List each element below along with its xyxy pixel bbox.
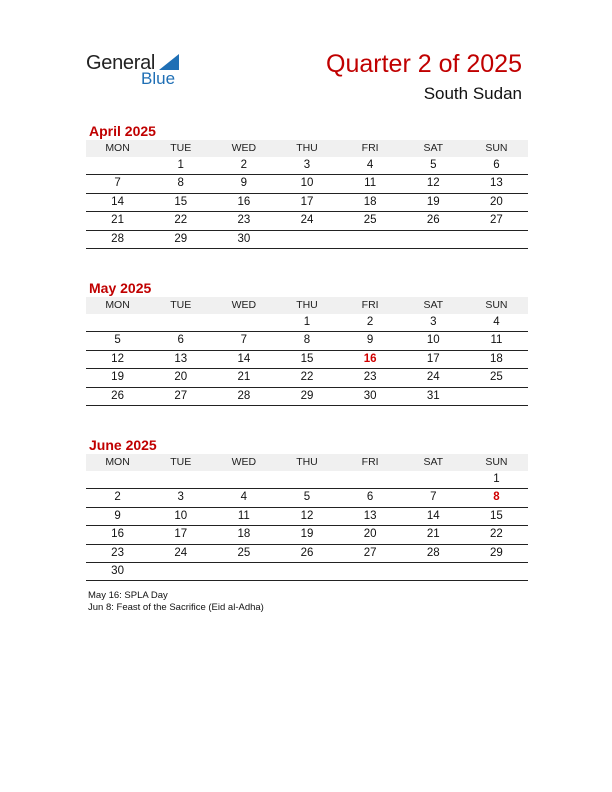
day-cell: 9 <box>240 177 248 190</box>
month-title: May 2025 <box>89 280 152 296</box>
day-cell: 27 <box>174 389 188 402</box>
day-cell: 13 <box>490 177 503 190</box>
holiday-note: Jun 8: Feast of the Sacrifice (Eid al-Adha) <box>88 602 264 613</box>
month-calendar <box>86 122 528 249</box>
weekday-label: MON <box>105 299 130 311</box>
week-row <box>86 314 528 332</box>
day-cell: 23 <box>363 371 377 384</box>
week-row <box>86 194 528 212</box>
weekday-label: TUE <box>170 456 192 468</box>
day-cell: 28 <box>426 546 440 559</box>
weekday-header <box>86 297 528 314</box>
holiday-notes <box>88 590 264 614</box>
day-cell: 2 <box>366 316 374 328</box>
weekday-label: TUE <box>170 299 192 311</box>
week-row <box>86 212 528 230</box>
day-cell: 14 <box>237 352 251 365</box>
day-cell: 10 <box>300 177 314 190</box>
day-cell: 2 <box>240 159 248 171</box>
weekday-label: TUE <box>170 142 192 154</box>
day-cell: 3 <box>177 491 184 504</box>
day-cell: 28 <box>237 389 251 402</box>
week-row <box>86 508 528 526</box>
day-cell: 19 <box>111 371 124 384</box>
country-name: South Sudan <box>423 84 522 103</box>
logo <box>86 52 196 92</box>
day-cell: 14 <box>426 509 440 522</box>
week-row <box>86 563 528 581</box>
weekday-header <box>86 140 528 157</box>
day-cell <box>86 471 149 488</box>
holiday-note: May 16: SPLA Day <box>88 590 168 601</box>
weekday-label: WED <box>231 299 257 311</box>
day-cell: 21 <box>426 528 440 541</box>
day-cell: 20 <box>363 528 377 541</box>
day-cell: 13 <box>363 509 377 522</box>
week-row <box>86 526 528 544</box>
day-cell: 26 <box>111 389 124 402</box>
day-cell: 8 <box>177 177 184 190</box>
day-cell: 26 <box>426 214 440 227</box>
day-cell: 9 <box>366 334 374 347</box>
week-row <box>86 231 528 249</box>
day-cell: 17 <box>426 352 440 365</box>
day-cell: 14 <box>111 195 124 208</box>
day-cell: 18 <box>237 528 251 541</box>
day-cell: 30 <box>363 389 377 402</box>
day-cell <box>402 563 465 580</box>
day-cell: 3 <box>303 159 311 171</box>
day-cell: 10 <box>174 509 188 522</box>
day-cell: 3 <box>430 316 437 328</box>
day-cell <box>339 231 402 248</box>
day-cell: 25 <box>490 371 503 384</box>
day-cell: 30 <box>111 564 124 577</box>
day-cell <box>149 471 212 488</box>
day-cell: 23 <box>237 214 251 227</box>
weekday-label: SAT <box>423 299 444 311</box>
day-cell: 21 <box>237 371 251 384</box>
day-cell: 12 <box>300 509 314 522</box>
day-cell: 28 <box>111 232 124 245</box>
week-row <box>86 545 528 563</box>
day-cell: 11 <box>490 334 503 347</box>
day-cell: 24 <box>426 371 440 384</box>
day-cell: 21 <box>111 214 124 227</box>
weekday-label: MON <box>105 142 130 154</box>
day-cell: 1 <box>303 316 311 328</box>
day-cell <box>465 563 528 580</box>
day-cell: 23 <box>111 546 124 559</box>
day-cell: 20 <box>174 371 188 384</box>
day-cell: 6 <box>366 491 374 504</box>
day-cell: 5 <box>430 159 437 171</box>
week-row <box>86 388 528 406</box>
logo-text-general: General <box>86 52 156 74</box>
weekday-label: FRI <box>361 456 379 468</box>
day-cell: 24 <box>174 546 188 559</box>
day-cell: 15 <box>300 352 314 365</box>
day-cell: 6 <box>493 159 500 171</box>
day-cell: 22 <box>300 371 314 384</box>
day-cell: 19 <box>426 195 440 208</box>
day-cell: 8 <box>303 334 311 347</box>
day-cell <box>465 388 528 405</box>
day-cell: 15 <box>490 509 503 522</box>
weekday-label: FRI <box>361 299 379 311</box>
logo-text-blue: Blue <box>141 69 176 88</box>
weekday-label: MON <box>105 456 130 468</box>
day-cell <box>465 231 528 248</box>
day-cell: 30 <box>237 232 251 245</box>
month-title: April 2025 <box>89 123 156 139</box>
day-cell: 7 <box>430 491 437 504</box>
day-cell: 12 <box>111 352 124 365</box>
day-cell <box>86 314 149 331</box>
day-cell: 26 <box>300 546 314 559</box>
day-cell: 5 <box>114 334 121 347</box>
day-cell <box>339 471 402 488</box>
day-cell: 16 <box>363 352 377 365</box>
day-cell: 1 <box>177 159 184 171</box>
day-cell <box>149 314 212 331</box>
day-cell: 1 <box>493 473 500 485</box>
month-calendar <box>86 279 528 406</box>
day-cell: 10 <box>426 334 440 347</box>
week-row <box>86 351 528 369</box>
day-cell: 29 <box>490 546 503 559</box>
day-cell: 17 <box>174 528 188 541</box>
month-title: June 2025 <box>89 437 157 453</box>
day-cell: 16 <box>111 528 124 541</box>
week-row <box>86 332 528 350</box>
day-cell: 19 <box>300 528 314 541</box>
page-title: Quarter 2 of 2025 <box>326 50 522 78</box>
day-cell <box>275 231 338 248</box>
week-row <box>86 157 528 175</box>
day-cell: 12 <box>426 177 440 190</box>
day-cell: 11 <box>364 177 377 190</box>
week-row <box>86 489 528 507</box>
weekday-label: THU <box>296 456 318 468</box>
logo-flag-icon <box>159 54 179 70</box>
day-cell: 11 <box>237 509 250 522</box>
weekday-header <box>86 454 528 471</box>
day-cell: 17 <box>300 195 314 208</box>
day-cell: 16 <box>237 195 251 208</box>
day-cell: 15 <box>174 195 188 208</box>
weekday-label: SAT <box>423 456 444 468</box>
day-cell <box>339 563 402 580</box>
weekday-label: SUN <box>485 299 508 311</box>
day-cell: 4 <box>240 491 248 504</box>
day-cell: 8 <box>493 491 500 504</box>
weekday-label: THU <box>296 142 318 154</box>
day-cell <box>212 471 275 488</box>
day-cell: 29 <box>174 232 188 245</box>
day-cell: 31 <box>426 389 440 402</box>
month-calendar <box>86 436 528 581</box>
day-cell: 20 <box>490 195 503 208</box>
day-cell: 18 <box>490 352 503 365</box>
day-cell: 5 <box>303 491 311 504</box>
weekday-label: SUN <box>485 142 508 154</box>
day-cell: 27 <box>363 546 377 559</box>
day-cell <box>212 314 275 331</box>
day-cell <box>402 231 465 248</box>
day-cell: 4 <box>493 316 500 328</box>
day-cell: 25 <box>237 546 251 559</box>
day-cell: 22 <box>490 528 503 541</box>
week-row <box>86 471 528 489</box>
day-cell: 22 <box>174 214 188 227</box>
day-cell: 13 <box>174 352 188 365</box>
day-cell <box>86 157 149 174</box>
day-cell <box>275 563 338 580</box>
day-cell <box>212 563 275 580</box>
day-cell: 24 <box>300 214 314 227</box>
weekday-label: FRI <box>361 142 379 154</box>
weekday-label: SUN <box>485 456 508 468</box>
week-row <box>86 369 528 387</box>
day-cell: 2 <box>114 491 121 504</box>
day-cell: 18 <box>363 195 377 208</box>
day-cell: 9 <box>114 509 121 522</box>
weekday-label: WED <box>231 456 257 468</box>
day-cell <box>149 563 212 580</box>
day-cell: 7 <box>114 177 121 190</box>
day-cell: 25 <box>363 214 377 227</box>
day-cell: 29 <box>300 389 314 402</box>
weekday-label: THU <box>296 299 318 311</box>
weekday-label: SAT <box>423 142 444 154</box>
day-cell: 4 <box>366 159 374 171</box>
weekday-label: WED <box>231 142 257 154</box>
day-cell: 7 <box>240 334 248 347</box>
week-row <box>86 175 528 193</box>
day-cell: 6 <box>177 334 184 347</box>
day-cell <box>275 471 338 488</box>
day-cell: 27 <box>490 214 503 227</box>
day-cell <box>402 471 465 488</box>
